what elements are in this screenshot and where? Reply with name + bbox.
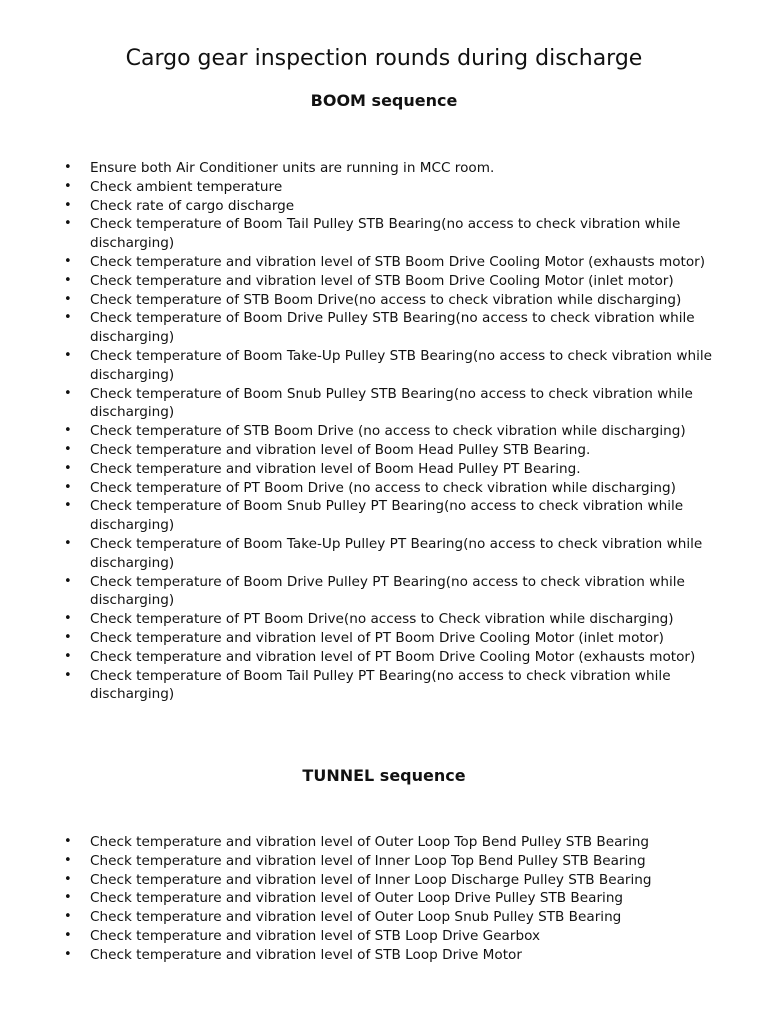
list-item <box>0 629 768 648</box>
bullet-icon: • <box>64 272 72 288</box>
list-item <box>0 159 768 178</box>
list-item-text: Check temperature and vibration level of Boom Head Pulley STB Bearing. <box>90 441 591 458</box>
list-item-text: Check temperature of PT Boom Drive (no access to check vibration while discharging) <box>90 479 676 496</box>
list-item-text: Check temperature and vibration level of Inner Loop Top Bend Pulley STB Bearing <box>90 852 646 869</box>
list-item-text: Check temperature and vibration level of PT Boom Drive Cooling Motor (exhausts motor) <box>90 648 696 665</box>
bullet-icon: • <box>64 216 72 232</box>
list-item-text: Check temperature and vibration level of Outer Loop Drive Pulley STB Bearing <box>90 890 624 907</box>
list-item <box>0 946 768 965</box>
list-item-text: Ensure both Air Conditioner units are running in MCC room. <box>90 160 495 176</box>
list-item <box>0 648 768 667</box>
list-item-text: Check temperature and vibration level of Inner Loop Discharge Pulley STB Bearing <box>90 871 652 888</box>
list-item <box>0 833 768 852</box>
list-item <box>0 573 768 611</box>
list-item <box>0 497 768 535</box>
bullet-icon: • <box>64 667 72 683</box>
list-item <box>0 908 768 927</box>
list-item-text: Check temperature of Boom Drive Pulley STB Bearing(no access to check vibration while discharging) <box>90 310 695 346</box>
list-item <box>0 291 768 310</box>
list-item <box>0 927 768 946</box>
list-item-text: Check temperature and vibration level of STB Loop Drive Gearbox <box>90 927 541 944</box>
list-item <box>0 272 768 291</box>
bullet-icon: • <box>64 946 72 962</box>
list-item-text: Check temperature and vibration level of STB Loop Drive Motor <box>90 946 522 963</box>
boom-checklist <box>0 159 768 704</box>
bullet-icon: • <box>64 573 72 589</box>
bullet-icon: • <box>64 611 72 627</box>
bullet-icon: • <box>64 909 72 925</box>
list-item-text: Check temperature of STB Boom Drive(no access to check vibration while discharging) <box>90 291 682 308</box>
tunnel-checklist <box>0 833 768 965</box>
list-item <box>0 309 768 347</box>
list-item <box>0 215 768 253</box>
bullet-icon: • <box>64 441 72 457</box>
list-item-text: Check temperature of Boom Take-Up Pulley PT Bearing(no access to check vibration while discharging) <box>90 535 703 571</box>
list-item <box>0 871 768 890</box>
bullet-icon: • <box>64 927 72 943</box>
bullet-icon: • <box>64 347 72 363</box>
document-title: Cargo gear inspection rounds during discharge <box>125 46 643 71</box>
list-item <box>0 852 768 871</box>
boom-sequence-heading: BOOM sequence <box>310 91 458 110</box>
list-item-text: Check temperature of Boom Snub Pulley PT Bearing(no access to check vibration while discharging) <box>90 498 684 534</box>
bullet-icon: • <box>64 871 72 887</box>
list-item-text: Check rate of cargo discharge <box>90 197 295 214</box>
list-item <box>0 178 768 197</box>
bullet-icon: • <box>64 160 72 175</box>
bullet-icon: • <box>64 629 72 645</box>
list-item-text: Check temperature of Boom Take-Up Pulley STB Bearing(no access to check vibration while discharging) <box>90 347 713 383</box>
bullet-icon: • <box>64 291 72 307</box>
list-item <box>0 479 768 498</box>
list-item <box>0 889 768 908</box>
list-item <box>0 385 768 423</box>
bullet-icon: • <box>64 648 72 664</box>
bullet-icon: • <box>64 852 72 868</box>
list-item-text: Check temperature of Boom Tail Pulley PT Bearing(no access to check vibration while discharging) <box>90 667 671 703</box>
bullet-icon: • <box>64 385 72 401</box>
list-item <box>0 667 768 705</box>
tunnel-sequence-heading: TUNNEL sequence <box>302 766 466 785</box>
list-item-text: Check temperature and vibration level of STB Boom Drive Cooling Motor (exhausts motor) <box>90 253 706 270</box>
list-item <box>0 535 768 573</box>
list-item-text: Check temperature of Boom Snub Pulley STB Bearing(no access to check vibration while discharging) <box>90 385 693 421</box>
bullet-icon: • <box>64 834 72 849</box>
list-item-text: Check temperature and vibration level of STB Boom Drive Cooling Motor (inlet motor) <box>90 272 674 289</box>
bullet-icon: • <box>64 178 72 194</box>
list-item-text: Check temperature of PT Boom Drive(no access to Check vibration while discharging) <box>90 611 674 628</box>
list-item-text: Check temperature of STB Boom Drive (no access to check vibration while discharging) <box>90 423 686 440</box>
bullet-icon: • <box>64 423 72 439</box>
bullet-icon: • <box>64 197 72 213</box>
bullet-icon: • <box>64 498 72 514</box>
list-item-text: Check temperature of Boom Drive Pulley PT Bearing(no access to check vibration while discharging) <box>90 573 685 609</box>
list-item-text: Check temperature and vibration level of PT Boom Drive Cooling Motor (inlet motor) <box>90 629 664 646</box>
list-item-text: Check temperature and vibration level of Outer Loop Top Bend Pulley STB Bearing <box>90 834 650 850</box>
bullet-icon: • <box>64 253 72 269</box>
list-item-text: Check temperature and vibration level of Outer Loop Snub Pulley STB Bearing <box>90 909 622 926</box>
list-item <box>0 422 768 441</box>
bullet-icon: • <box>64 535 72 551</box>
bullet-icon: • <box>64 310 72 326</box>
list-item <box>0 460 768 479</box>
list-item <box>0 347 768 385</box>
list-item-text: Check ambient temperature <box>90 178 283 195</box>
bullet-icon: • <box>64 460 72 476</box>
list-item <box>0 441 768 460</box>
list-item <box>0 253 768 272</box>
bullet-icon: • <box>64 890 72 906</box>
bullet-icon: • <box>64 479 72 495</box>
list-item-text: Check temperature and vibration level of Boom Head Pulley PT Bearing. <box>90 460 581 477</box>
list-item <box>0 610 768 629</box>
list-item <box>0 197 768 216</box>
list-item-text: Check temperature of Boom Tail Pulley STB Bearing(no access to check vibration while discharging) <box>90 216 681 252</box>
